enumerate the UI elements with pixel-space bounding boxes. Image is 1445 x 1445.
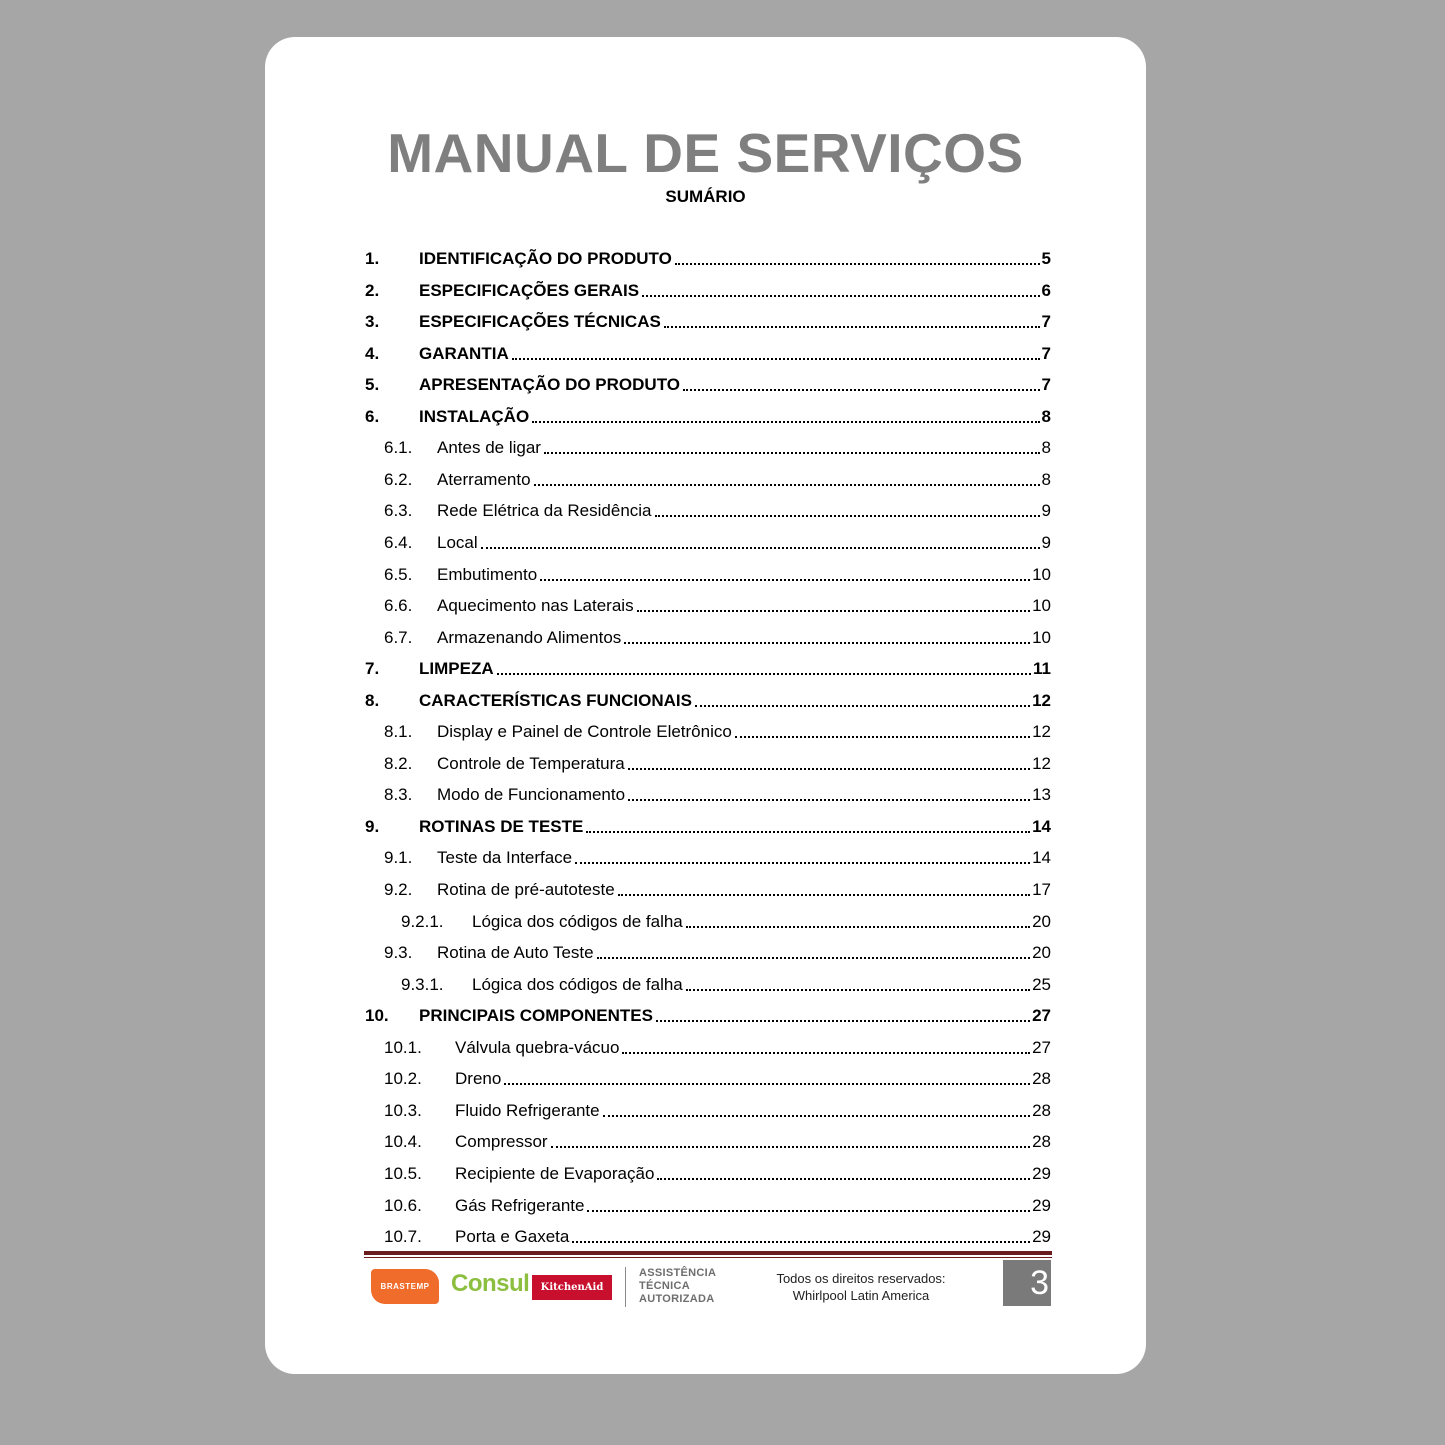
assist-line: TÉCNICA <box>639 1280 690 1292</box>
toc-entry-title: Válvula quebra-vácuo <box>455 1037 620 1057</box>
toc-entry-title: Aterramento <box>437 469 531 489</box>
toc-dot-leader <box>572 1237 1030 1243</box>
toc-entry-page: 11 <box>1033 659 1051 679</box>
toc-entry-line <box>419 310 1051 334</box>
toc-entry-line <box>437 752 1051 776</box>
toc-entry[interactable] <box>365 689 1051 713</box>
toc-entry-line <box>419 279 1051 303</box>
toc-dot-leader <box>686 985 1030 991</box>
toc-entry-number: 6.5. <box>384 564 413 584</box>
toc-entry[interactable] <box>365 436 1051 460</box>
toc-entry-page: 12 <box>1032 690 1051 710</box>
toc-entry-line <box>419 373 1051 397</box>
assist-line: ASSISTÊNCIA <box>639 1267 717 1279</box>
toc-entry-number: 4. <box>365 343 380 363</box>
toc-entry[interactable] <box>365 373 1051 397</box>
toc-entry-page: 7 <box>1041 312 1051 332</box>
toc-dot-leader <box>637 606 1031 612</box>
toc-entry-page: 9 <box>1041 532 1051 552</box>
toc-entry-page: 5 <box>1041 249 1051 268</box>
toc-entry-number: 8.1. <box>384 722 413 742</box>
toc-dot-leader <box>597 953 1031 959</box>
toc-entry-title: Antes de ligar <box>437 438 541 458</box>
toc-entry-page: 13 <box>1032 785 1051 805</box>
toc-entry-page: 28 <box>1032 1100 1051 1120</box>
toc-entry-number: 10. <box>365 1006 389 1026</box>
toc-entry-number: 10.5. <box>384 1163 422 1183</box>
toc-entry-number: 9.3.1. <box>401 974 444 994</box>
toc-entry-line <box>455 1130 1051 1154</box>
toc-entry-page: 8 <box>1041 406 1051 426</box>
toc-entry-title: Controle de Temperatura <box>437 753 625 773</box>
toc-entry-number: 6.1. <box>384 438 413 458</box>
toc-entry-page: 10 <box>1032 596 1051 616</box>
toc-dot-leader <box>618 890 1030 896</box>
toc-entry-line <box>455 1162 1051 1186</box>
toc-entry-title: Compressor <box>455 1132 548 1152</box>
toc-dot-leader <box>540 575 1030 581</box>
toc-entry-page: 20 <box>1032 911 1051 931</box>
toc-entry-line <box>437 783 1051 807</box>
toc-entry-number: 9.1. <box>384 848 413 868</box>
toc-entry-number: 3. <box>365 312 380 332</box>
toc-entry[interactable] <box>365 941 1051 965</box>
toc-entry[interactable] <box>365 752 1051 776</box>
toc-entry-title: Rotina de Auto Teste <box>437 943 594 963</box>
toc-entry-title: Modo de Funcionamento <box>437 785 626 805</box>
toc-dot-leader <box>664 322 1040 328</box>
toc-entry-number: 8. <box>365 690 380 710</box>
toc-entry[interactable] <box>365 973 1051 997</box>
toc-entry-title: INSTALAÇÃO <box>419 406 530 426</box>
toc-dot-leader <box>683 385 1040 391</box>
toc-entry[interactable] <box>365 563 1051 587</box>
toc-entry[interactable] <box>365 910 1051 934</box>
toc-dot-leader <box>575 858 1030 864</box>
toc-entry-page: 20 <box>1032 943 1051 963</box>
toc-entry-page: 8 <box>1041 438 1051 458</box>
toc-entry[interactable] <box>365 720 1051 744</box>
toc-entry-title: Dreno <box>455 1069 502 1089</box>
toc-dot-leader <box>657 1174 1030 1180</box>
toc-entry-page: 12 <box>1032 722 1051 742</box>
brastemp-logo: BRASTEMP <box>371 1269 439 1304</box>
toc-entry-page: 27 <box>1032 1006 1051 1026</box>
toc-entry-number: 7. <box>365 659 380 679</box>
toc-entry-page: 29 <box>1032 1163 1051 1183</box>
toc-entry-line <box>419 1004 1051 1028</box>
toc-entry-title: Local <box>437 532 478 552</box>
toc-entry-line <box>472 910 1051 934</box>
toc-entry[interactable] <box>365 468 1051 492</box>
toc-entry-line <box>419 657 1051 681</box>
toc-dot-leader <box>603 1111 1031 1117</box>
toc-dot-leader <box>481 543 1040 549</box>
toc-entry[interactable] <box>365 1099 1051 1123</box>
toc-dot-leader <box>544 448 1040 454</box>
toc-entry-number: 10.2. <box>384 1069 422 1089</box>
toc-dot-leader <box>586 827 1030 833</box>
toc-dot-leader <box>504 1079 1030 1085</box>
toc-entry[interactable] <box>365 878 1051 902</box>
toc-entry[interactable] <box>365 626 1051 650</box>
toc-entry-number: 10.1. <box>384 1037 422 1057</box>
toc-entry-number: 9.3. <box>384 943 413 963</box>
toc-entry-title: Gás Refrigerante <box>455 1195 585 1215</box>
toc-entry-line <box>437 594 1051 618</box>
rights-line: Todos os direitos reservados: <box>776 1271 946 1286</box>
toc-entry[interactable] <box>365 846 1051 870</box>
toc-entry-title: ESPECIFICAÇÕES GERAIS <box>419 280 640 300</box>
toc-entry-title: Rede Elétrica da Residência <box>437 501 652 521</box>
toc-entry-page: 25 <box>1032 974 1051 994</box>
toc-entry-page: 10 <box>1032 627 1051 647</box>
toc-entry[interactable] <box>365 1004 1051 1028</box>
authorized-assistance-label <box>639 1267 716 1306</box>
toc-dot-leader <box>512 354 1040 360</box>
toc-dot-leader <box>534 480 1040 486</box>
toc-entry-line <box>437 436 1051 460</box>
toc-entry[interactable] <box>365 783 1051 807</box>
toc-entry[interactable] <box>365 1194 1051 1218</box>
toc-entry-page: 17 <box>1032 880 1051 899</box>
toc-entry-page: 29 <box>1032 1227 1051 1247</box>
toc-dot-leader <box>551 1142 1030 1148</box>
toc-entry-page: 14 <box>1032 848 1051 868</box>
toc-entry-title: GARANTIA <box>419 343 509 363</box>
toc-dot-leader <box>532 417 1039 423</box>
toc-entry-line <box>437 626 1051 650</box>
toc-entry-number: 1. <box>365 249 380 268</box>
toc-entry[interactable] <box>365 499 1051 523</box>
toc-entry-number: 6. <box>365 406 380 426</box>
toc-entry-title: PRINCIPAIS COMPONENTES <box>419 1006 653 1026</box>
toc-entry-title: Embutimento <box>437 564 538 584</box>
consul-logo: Consul <box>451 1270 530 1297</box>
toc-entry-page: 7 <box>1041 343 1051 363</box>
toc-entry-line <box>419 689 1051 713</box>
toc-entry-line <box>437 720 1051 744</box>
toc-entry-title: Aquecimento nas Laterais <box>437 596 634 616</box>
toc-dot-leader <box>735 732 1030 738</box>
toc-dot-leader <box>624 638 1030 644</box>
toc-dot-leader <box>587 1206 1030 1212</box>
toc-entry-page: 9 <box>1041 501 1051 521</box>
toc-entry-line <box>455 1067 1051 1091</box>
toc-entry[interactable] <box>365 1162 1051 1186</box>
toc-entry-line <box>472 973 1051 997</box>
toc-entry-page: 12 <box>1032 753 1051 773</box>
toc-entry-line <box>419 405 1051 429</box>
toc-entry-page: 8 <box>1041 469 1051 489</box>
toc-dot-leader <box>622 1048 1030 1054</box>
toc-dot-leader <box>686 922 1030 928</box>
toc-entry-title: Display e Painel de Controle Eletrônico <box>437 722 732 742</box>
footer-rule <box>364 1251 1052 1255</box>
toc-entry-title: Lógica dos códigos de falha <box>472 974 683 994</box>
toc-dot-leader <box>497 669 1031 675</box>
toc-dot-leader <box>656 1016 1030 1022</box>
toc-entry-title: IDENTIFICAÇÃO DO PRODUTO <box>419 249 672 268</box>
toc-entry[interactable] <box>365 1130 1051 1154</box>
document-page <box>265 37 1146 1374</box>
toc-entry[interactable] <box>365 279 1051 303</box>
toc-entry-line <box>437 878 1051 902</box>
toc-entry[interactable] <box>365 342 1051 366</box>
toc-entry-line <box>437 468 1051 492</box>
toc-dot-leader <box>695 701 1030 707</box>
toc-entry-title: ROTINAS DE TESTE <box>419 816 584 836</box>
toc-entry-number: 10.3. <box>384 1100 422 1120</box>
toc-entry-page: 28 <box>1032 1132 1051 1152</box>
toc-entry-title: Recipiente de Evaporação <box>455 1163 655 1183</box>
toc-entry-number: 9. <box>365 816 380 836</box>
toc-entry-title: Fluido Refrigerante <box>455 1100 600 1120</box>
toc-dot-leader <box>628 795 1030 801</box>
toc-entry-line <box>419 815 1051 839</box>
toc-title: SUMÁRIO <box>665 187 746 206</box>
toc-entry[interactable] <box>365 1036 1051 1060</box>
toc-entry-line <box>437 499 1051 523</box>
toc-entry[interactable] <box>365 657 1051 681</box>
toc-entry[interactable] <box>365 310 1051 334</box>
toc-entry-number: 9.2.1. <box>401 911 444 931</box>
assist-line: AUTORIZADA <box>639 1293 715 1305</box>
toc-entry-title: Teste da Interface <box>437 848 573 868</box>
toc-dot-leader <box>675 259 1040 265</box>
toc-entry-line <box>437 941 1051 965</box>
toc-entry-line <box>455 1036 1051 1060</box>
toc-entry-title: LIMPEZA <box>419 659 494 679</box>
toc-entry[interactable] <box>365 405 1051 429</box>
toc-entry-number: 2. <box>365 280 380 300</box>
toc-entry-number: 6.6. <box>384 596 413 616</box>
toc-entry-line <box>419 247 1051 271</box>
copyright-notice <box>751 1270 971 1304</box>
toc-entry-number: 6.4. <box>384 532 413 552</box>
toc-entry-page: 29 <box>1032 1195 1051 1215</box>
toc-entry-number: 10.7. <box>384 1227 422 1247</box>
toc-entry-title: CARACTERÍSTICAS FUNCIONAIS <box>419 690 692 710</box>
toc-entry-page: 28 <box>1032 1069 1051 1089</box>
document-title: MANUAL DE SERVIÇOS <box>387 122 1024 184</box>
toc-entry[interactable] <box>365 815 1051 839</box>
toc-dot-leader <box>628 764 1030 770</box>
toc-entry-line <box>437 563 1051 587</box>
toc-entry[interactable] <box>365 247 1051 271</box>
toc-entry-page: 7 <box>1041 375 1051 395</box>
page-number: 3 <box>1030 1263 1049 1302</box>
toc-entry-title: Armazenando Alimentos <box>437 627 622 647</box>
kitchenaid-logo: KitchenAid <box>532 1275 612 1300</box>
rights-line: Whirlpool Latin America <box>792 1288 930 1303</box>
toc-entry-number: 5. <box>365 375 380 395</box>
toc-entry-line <box>437 846 1051 870</box>
toc-entry-number: 9.2. <box>384 880 413 899</box>
footer-divider <box>625 1267 626 1307</box>
toc-entry-title: APRESENTAÇÃO DO PRODUTO <box>419 375 681 395</box>
toc-entry-number: 10.6. <box>384 1195 422 1215</box>
toc-entry-title: ESPECIFICAÇÕES TÉCNICAS <box>419 312 661 332</box>
toc-entry[interactable] <box>365 594 1051 618</box>
toc-entry-number: 8.2. <box>384 753 413 773</box>
toc-entry-page: 6 <box>1041 280 1051 300</box>
toc-entry[interactable] <box>365 1067 1051 1091</box>
toc-entry-number: 6.2. <box>384 469 413 489</box>
toc-dot-leader <box>655 511 1040 517</box>
toc-entry-line <box>455 1099 1051 1123</box>
toc-entry-page: 14 <box>1032 816 1051 836</box>
toc-entry-number: 8.3. <box>384 785 413 805</box>
toc-entry-line <box>419 342 1051 366</box>
toc-entry-title: Rotina de pré-autoteste <box>437 880 615 899</box>
toc-entry-line <box>455 1225 1051 1249</box>
toc-entry-page: 27 <box>1032 1037 1051 1057</box>
toc-entry-number: 10.4. <box>384 1132 422 1152</box>
toc-entry-title: Lógica dos códigos de falha <box>472 911 683 931</box>
toc-entry[interactable] <box>365 1225 1051 1249</box>
toc-dot-leader <box>642 291 1039 297</box>
toc-entry-number: 6.7. <box>384 627 413 647</box>
toc-entry-page: 10 <box>1032 564 1051 584</box>
toc-entry-number: 6.3. <box>384 501 413 521</box>
page-number-badge <box>1003 1260 1051 1306</box>
toc-entry-title: Porta e Gaxeta <box>455 1227 570 1247</box>
toc-entry-line <box>437 531 1051 555</box>
toc-entry-line <box>455 1194 1051 1218</box>
toc-entry[interactable] <box>365 531 1051 555</box>
footer-rule-thin <box>364 1257 1052 1258</box>
